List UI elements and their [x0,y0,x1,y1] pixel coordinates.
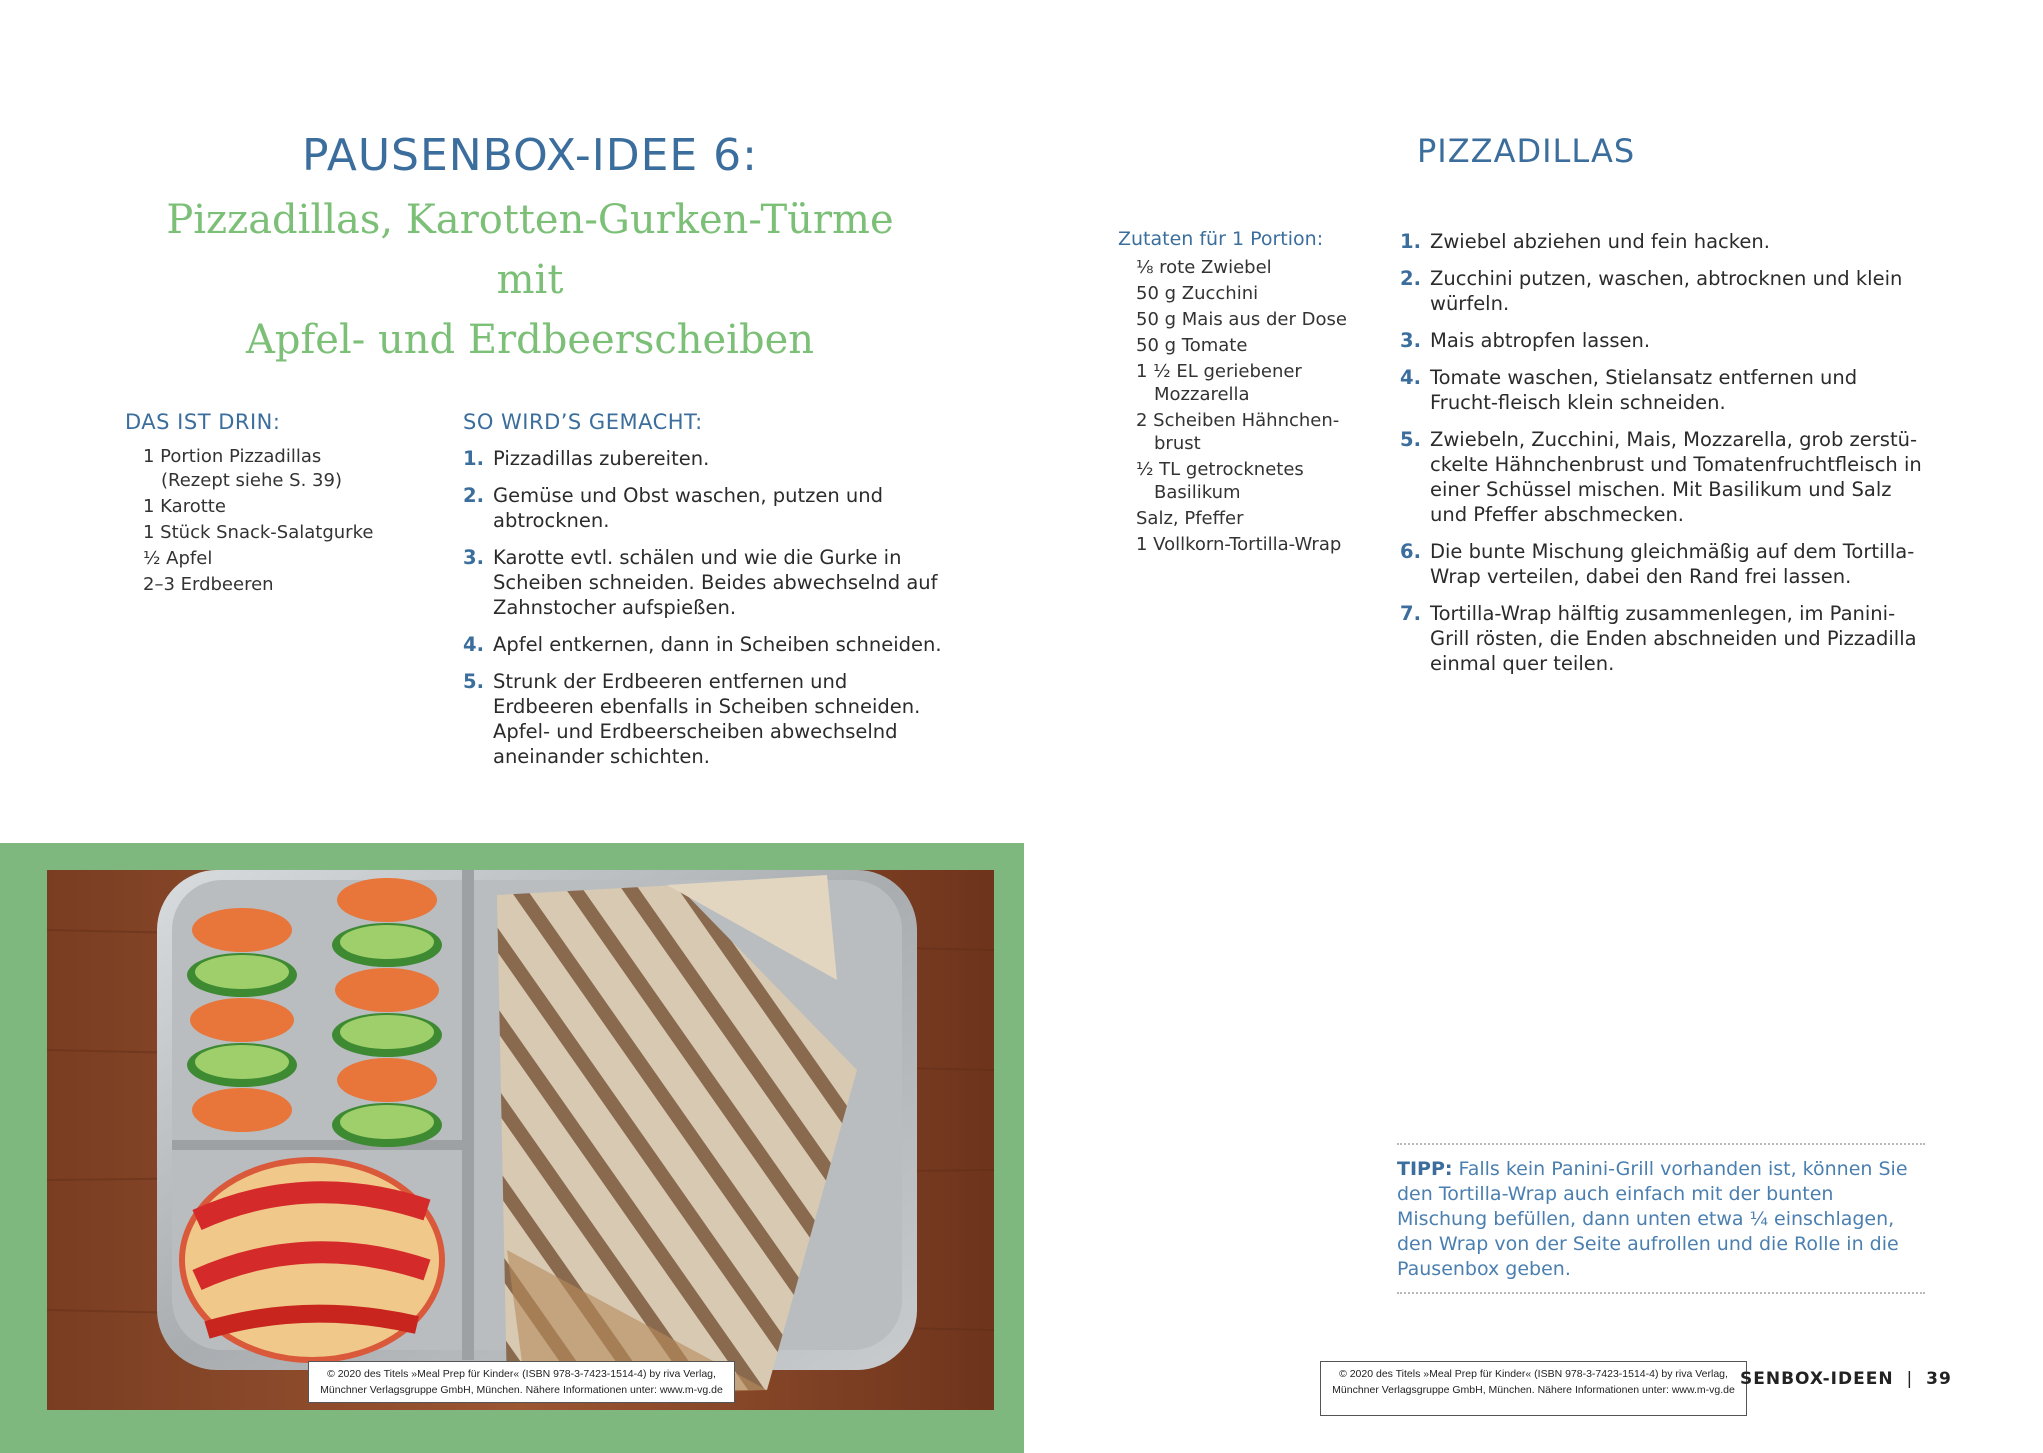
page-title: PAUSENBOX-IDEE 6: [302,130,758,181]
step-text: Die bunte Mischung gleichmäßig auf dem Tortilla-Wrap verteilen, dabei den Rand frei lassen. [1430,540,1915,588]
step-item [1400,427,1930,527]
page-subtitle [130,190,930,370]
step-text: Gemüse und Obst waschen, putzen und abtrocknen. [493,484,883,532]
step-text: Mais abtropfen lassen. [1430,329,1651,352]
step-item [463,446,943,471]
list-item: 2–3 Erdbeeren [143,574,274,595]
step-number: 5. [1400,428,1421,451]
step-text: Pizzadillas zubereiten. [493,447,710,470]
step-item [1400,266,1930,316]
steps-heading: SO WIRD’S GEMACHT: [463,410,703,434]
tip-box [1397,1143,1925,1294]
step-text: Karotte evtl. schälen und wie die Gurke in Scheiben schneiden. Beides abwechselnd auf Zahnstocher aufspießen. [493,546,938,619]
step-item [463,669,943,769]
step-item [1400,365,1930,415]
step-text: Zwiebel abziehen und fein hacken. [1430,230,1770,253]
recipe-title: PIZZADILLAS [1417,132,1636,170]
step-text: Strunk der Erdbeeren entfernen und Erdbeeren ebenfalls in Scheiben schneiden. Apfel- und Erdbeerscheiben abwechselnd aneinander schichten. [493,670,921,768]
list-item: 1 Vollkorn-Tortilla-Wrap [1136,534,1342,555]
step-number: 6. [1400,540,1421,563]
copyright-line-2: Münchner Verlagsgruppe GmbH, München. Nähere Informationen unter: www.m-vg.de [1332,1384,1735,1396]
copyright-notice-right [1320,1361,1747,1416]
step-text: Tortilla-Wrap hälftig zusammenlegen, im Panini-Grill rösten, die Enden abschneiden und Pizzadilla einmal quer teilen. [1430,602,1917,675]
step-number: 4. [463,633,484,656]
page-number: 39 [1926,1369,1952,1389]
step-text: Apfel entkernen, dann in Scheiben schneiden. [493,633,942,656]
ingredients-heading: DAS IST DRIN: [125,410,281,434]
list-item: ⅛ rote Zwiebel [1136,257,1272,278]
step-number: 7. [1400,602,1421,625]
step-number: 4. [1400,366,1421,389]
step-number: 3. [1400,329,1421,352]
footer-separator: | [1906,1369,1914,1389]
copyright-line-2: Münchner Verlagsgruppe GmbH, München. Nähere Informationen unter: www.m-vg.de [320,1384,723,1396]
list-item: 50 g Tomate [1136,335,1248,356]
step-item [1400,601,1930,676]
step-item [463,545,943,620]
step-item [463,632,943,657]
copyright-line-1: © 2020 des Titels »Meal Prep für Kinder« (ISBN 978-3-7423-1514-4) by riva Verlag, [327,1368,716,1380]
tip-label: TIPP: [1397,1158,1453,1180]
copyright-notice [308,1361,735,1403]
step-item [1400,539,1930,589]
step-item [1400,328,1930,353]
recipe-ingredients-list [1136,256,1356,559]
list-item: 1 Karotte [143,496,226,517]
step-number: 3. [463,546,484,569]
step-text: Zucchini putzen, waschen, abtrocknen und klein würfeln. [1430,267,1903,315]
step-number: 5. [463,670,484,693]
tip-text: Falls kein Panini-Grill vorhanden ist, können Sie den Tortilla-Wrap auch einfach mit der bunten Mischung befüllen, dann unten etwa ¼ einschlagen, den Wrap von der Seite aufrollen und die Rolle in die Pausenbox geben. [1397,1158,1908,1280]
step-number: 2. [1400,267,1421,290]
list-item: 50 g Zucchini [1136,283,1259,304]
list-item: 1 ½ EL geriebener Mozzarella [1136,361,1302,405]
footer-section-title: SENBOX-IDEEN [1740,1369,1894,1389]
subtitle-line-1: Pizzadillas, Karotten-Gurken-Türme mit [166,197,894,303]
step-text: Tomate waschen, Stielansatz entfernen und Frucht-fleisch klein schneiden. [1430,366,1858,414]
lunchbox-photo [47,870,994,1410]
list-item: (Rezept siehe S. 39) [161,470,342,491]
list-item: ½ TL getrocknetes Basilikum [1136,459,1304,503]
ingredients-list [143,445,443,599]
steps-list [463,446,943,781]
list-item: ½ Apfel [143,548,213,569]
step-text: Zwiebeln, Zucchini, Mais, Mozzarella, grob zerstü-ckelte Hähnchenbrust und Tomatenfruchtfleisch in einer Schüssel mischen. Mit Basilikum und Salz und Pfeffer abschmecken. [1430,428,1922,526]
subtitle-line-2: Apfel- und Erdbeerscheiben [245,317,815,363]
list-item: Salz, Pfeffer [1136,508,1244,529]
list-item: 1 Stück Snack-Salatgurke [143,522,374,543]
recipe-ingredients-heading: Zutaten für 1 Portion: [1118,228,1324,250]
list-item: 1 Portion Pizzadillas [143,446,322,467]
list-item: 2 Scheiben Hähnchen-brust [1136,410,1340,454]
step-number: 1. [1400,230,1421,253]
step-item [463,483,943,533]
copyright-line-1: © 2020 des Titels »Meal Prep für Kinder« (ISBN 978-3-7423-1514-4) by riva Verlag, [1339,1368,1728,1380]
page-footer [1740,1369,1952,1389]
list-item: 50 g Mais aus der Dose [1136,309,1347,330]
step-number: 2. [463,484,484,507]
recipe-steps-list [1400,229,1930,688]
step-item [1400,229,1930,254]
step-number: 1. [463,447,484,470]
